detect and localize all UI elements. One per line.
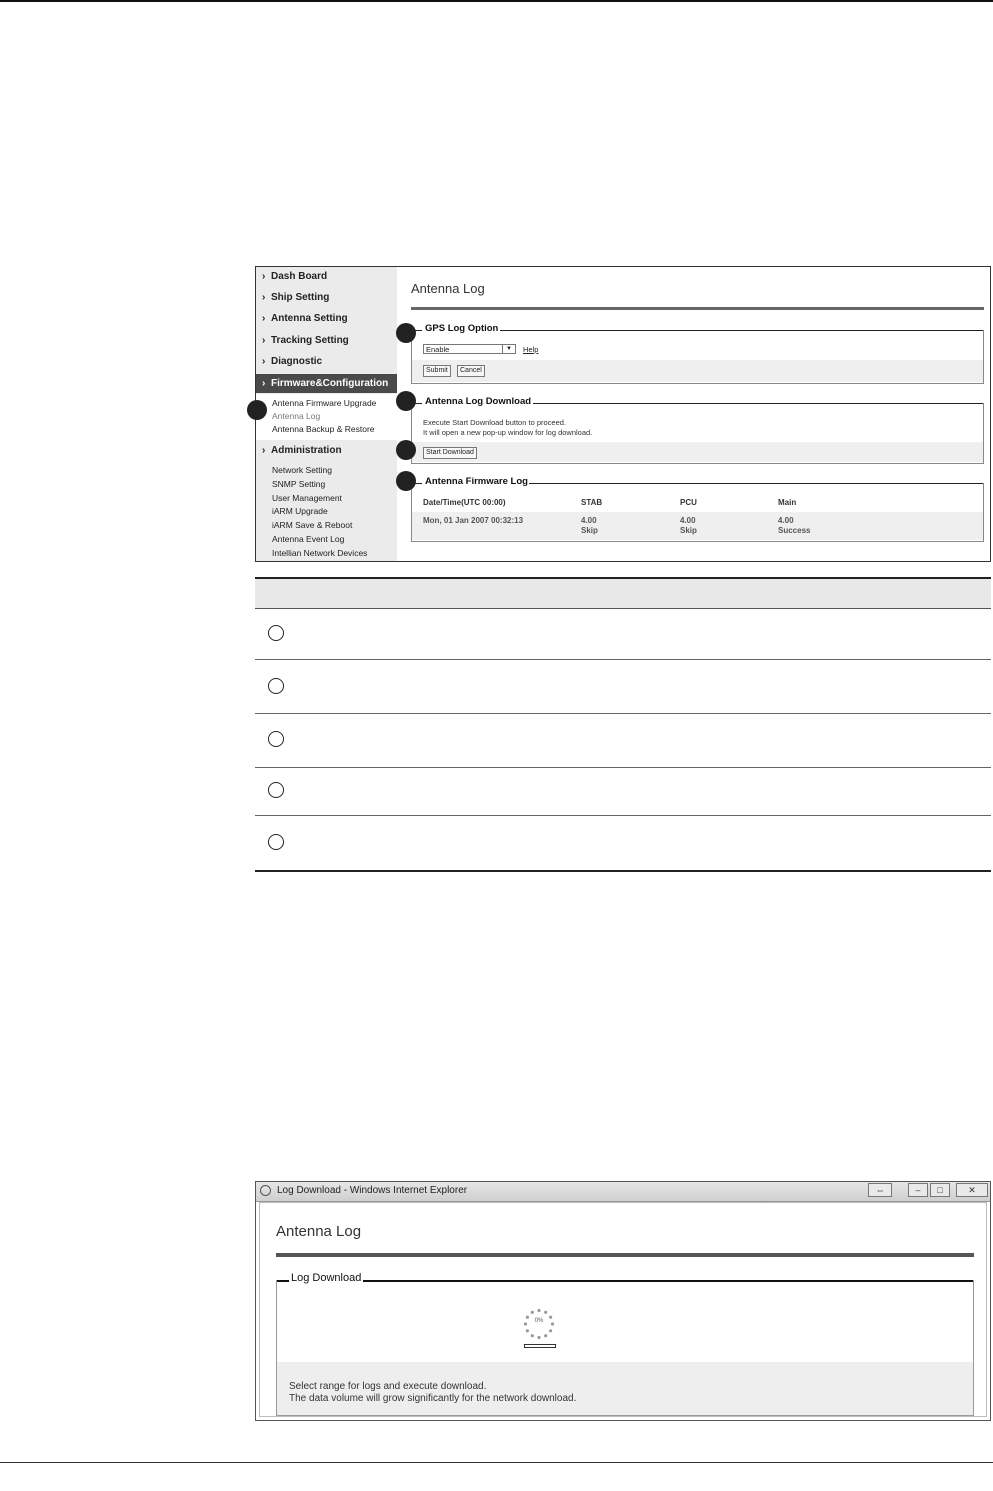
minimize-button[interactable]: –: [908, 1183, 928, 1197]
column-header-datetime: Date/Time(UTC 00:00): [423, 498, 506, 507]
page-title: Antenna Log: [276, 1223, 362, 1240]
callout-ring: [268, 625, 284, 641]
close-button[interactable]: ✕: [956, 1183, 988, 1197]
chevron-right-icon: ›: [262, 356, 266, 367]
sidebar-item-administration[interactable]: › Administration: [262, 445, 342, 456]
firmware-submenu: [256, 394, 397, 440]
window-title: Log Download - Windows Internet Explorer: [277, 1185, 468, 1196]
sidebar-item-dash-board[interactable]: › Dash Board: [262, 271, 328, 282]
submit-button[interactable]: Submit: [423, 365, 451, 377]
help-link[interactable]: Help: [523, 345, 539, 354]
cell-pcu-status: Skip: [680, 526, 697, 535]
log-download-window: [255, 1181, 991, 1421]
sidebar-item-ship-setting[interactable]: › Ship Setting: [262, 292, 330, 303]
callout-marker: [247, 400, 267, 420]
section-legend: Log Download: [291, 1272, 362, 1284]
antenna-log-download-section: [411, 396, 984, 464]
chevron-right-icon: ›: [262, 313, 266, 324]
cell-datetime: Mon, 01 Jan 2007 00:32:13: [423, 516, 524, 525]
submenu-iarm-upgrade[interactable]: iARM Upgrade: [272, 506, 328, 516]
chevron-right-icon: ›: [262, 445, 266, 456]
ie-logo-icon: [260, 1185, 271, 1196]
column-header-stab: STAB: [581, 498, 603, 507]
chevron-right-icon: ›: [262, 271, 266, 282]
title-underline: [276, 1253, 974, 1257]
table-bottom-rule: [255, 870, 991, 872]
maximize-button[interactable]: □: [930, 1183, 950, 1197]
gps-log-option-section: [411, 323, 984, 384]
submenu-antenna-firmware-upgrade[interactable]: Antenna Firmware Upgrade: [272, 398, 377, 408]
callout-marker: [396, 471, 416, 491]
start-download-button[interactable]: Start Download: [423, 447, 477, 459]
callout-marker: [396, 391, 416, 411]
callout-marker: [396, 440, 416, 460]
submenu-iarm-save-reboot[interactable]: iARM Save & Reboot: [272, 520, 353, 530]
submenu-user-management[interactable]: User Management: [272, 493, 342, 503]
antenna-firmware-log-section: [411, 476, 984, 542]
submenu-network-setting[interactable]: Network Setting: [272, 465, 332, 475]
sidebar-item-firmware-configuration[interactable]: › Firmware&Configuration: [256, 374, 397, 393]
window-titlebar[interactable]: [256, 1182, 990, 1202]
column-header-pcu: PCU: [680, 498, 697, 507]
table-header: [255, 579, 991, 609]
sidebar-item-tracking-setting[interactable]: › Tracking Setting: [262, 335, 349, 346]
spinner-percent: 0%: [534, 1318, 544, 1324]
callout-marker: [396, 323, 416, 343]
table-row-divider: [255, 659, 991, 660]
title-underline: [411, 307, 984, 310]
page-bottom-rule: [0, 1462, 993, 1463]
table-row: [412, 512, 983, 540]
table-row-divider: [255, 713, 991, 714]
antenna-log-screenshot: [255, 266, 991, 562]
cell-pcu-version: 4.00: [680, 516, 696, 525]
submenu-snmp-setting[interactable]: SNMP Setting: [272, 479, 326, 489]
column-header-main: Main: [778, 498, 797, 507]
section-legend: GPS Log Option: [425, 323, 499, 334]
sidebar-item-antenna-setting[interactable]: › Antenna Setting: [262, 313, 348, 324]
sidebar: [256, 267, 397, 561]
section-legend: Antenna Log Download: [425, 396, 532, 407]
submenu-intellian-network-devices[interactable]: Intellian Network Devices: [272, 548, 368, 558]
log-download-section: [276, 1272, 974, 1416]
callout-ring: [268, 834, 284, 850]
download-note-line2: It will open a new pop-up window for log download.: [423, 428, 593, 437]
chevron-right-icon: ›: [262, 292, 266, 303]
table-row-divider: [255, 767, 991, 768]
gps-log-select[interactable]: Enable ▼: [423, 344, 516, 354]
submenu-antenna-log[interactable]: Antenna Log: [272, 411, 321, 421]
callout-ring: [268, 731, 284, 747]
restore-arrows-icon[interactable]: ⇔: [868, 1183, 892, 1197]
page-title: Antenna Log: [411, 281, 485, 296]
cell-main-status: Success: [778, 526, 811, 535]
section-legend: Antenna Firmware Log: [425, 476, 528, 487]
cancel-button[interactable]: Cancel: [457, 365, 485, 377]
cell-stab-status: Skip: [581, 526, 598, 535]
chevron-down-icon: ▼: [502, 345, 515, 353]
cell-stab-version: 4.00: [581, 516, 597, 525]
submenu-antenna-event-log[interactable]: Antenna Event Log: [272, 534, 345, 544]
download-note-line2: The data volume will grow significantly for the network download.: [289, 1393, 577, 1404]
submenu-antenna-backup-restore[interactable]: Antenna Backup & Restore: [272, 424, 375, 434]
chevron-right-icon: ›: [262, 335, 266, 346]
callout-ring: [268, 678, 284, 694]
callout-ring: [268, 782, 284, 798]
page-top-rule: [0, 0, 993, 2]
sidebar-item-diagnostic[interactable]: › Diagnostic: [262, 356, 323, 367]
download-note-line1: Execute Start Download button to proceed.: [423, 418, 567, 427]
cell-main-version: 4.00: [778, 516, 794, 525]
progress-bar: [524, 1344, 556, 1348]
table-row-divider: [255, 815, 991, 816]
download-note-line1: Select range for logs and execute download.: [289, 1381, 487, 1392]
chevron-right-icon: ›: [262, 378, 266, 389]
window-content: [259, 1202, 987, 1417]
content-panel: [397, 267, 990, 561]
